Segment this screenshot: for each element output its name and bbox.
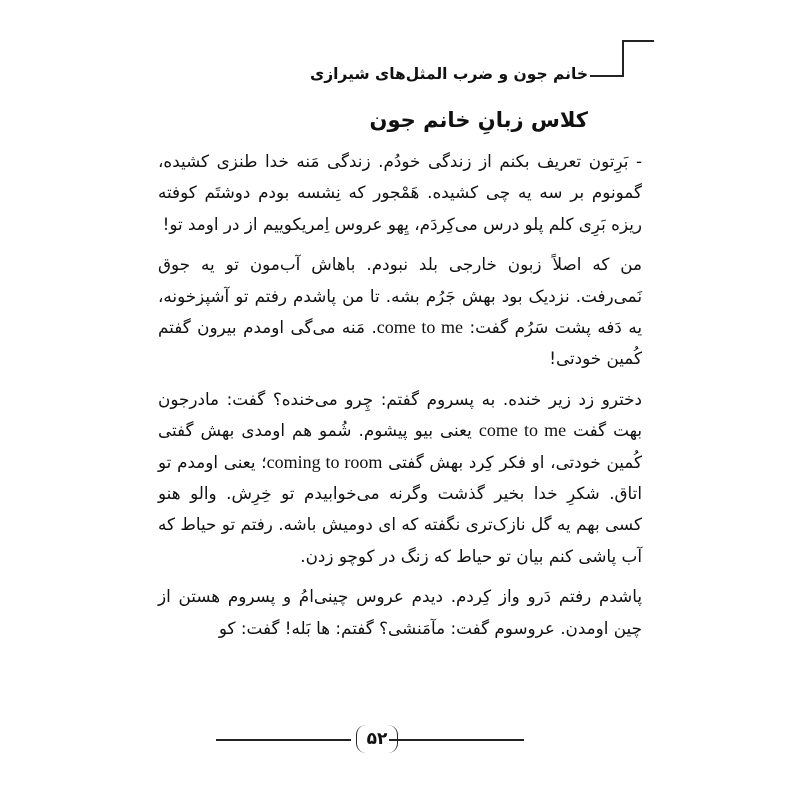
paragraph-2 <box>158 249 642 375</box>
english-phrase: coming to room <box>266 451 383 472</box>
header-corner-vertical-rule <box>622 40 624 76</box>
footer-rule-left <box>216 739 351 741</box>
paragraph-2-text-b: . مَنه می‌گی اومدم بیرون گفتم کُمین خودتی! <box>158 317 642 369</box>
header-corner-top-rule <box>622 40 654 42</box>
page-number: ۵۲ <box>356 725 398 753</box>
running-head: خانم جون و ضرب المثل‌های شیرازی <box>309 65 588 83</box>
paragraph-2-text-a: من که اصلاً زبون خارجی بلد نبودم. باهاش آب‌مون تو یه جوق نَمی‌رفت. نزدیک بود بهش جَرُم بشه. تا من پاشدم رفتم تو آشپزخونه، یه دَفه پشت سَرُم گفت: <box>158 254 642 338</box>
paragraph-3-text-b: یعنی بیو پیشوم. شُمو هم اومدی بهش گفتی کُمین خودتی، او فکر کِرد بهش گفتی <box>158 420 642 472</box>
paragraph-4: پاشدم رفتم دَرو واز کِردم. دیدم عروس چینی‌امُ و پسروم هستن از چین اومدن. عروسوم گفت: مآمَنشی؟ گفتم: ها بَله! گفت: کو <box>158 586 642 638</box>
footer-rule-right <box>389 739 524 741</box>
paragraph-3-text-c: ؛ یعنی اومدم تو اتاق. شکرِ خدا بخیر گذشت وگرنه می‌خوابیدم تو خِرِش. والو هنو کسی بهم یه گل نازک‌تری نگفته که ای دومیش باشه. رفتم تو حیاط که آب پاشی کنم بیان تو حیاط که زنگ در کوچو زدن. <box>158 451 642 566</box>
chapter-title: کلاس زبانِ خانم جون <box>369 108 588 132</box>
paragraph-3-text-a: دخترو زد زیر خنده. به پسروم گفتم: چِرو می‌خنده؟ گفت: مادرجون بهت گفت <box>158 388 642 441</box>
body-text <box>158 146 642 653</box>
english-phrase: come to me <box>478 420 567 441</box>
paragraph-3 <box>158 384 642 572</box>
header-rule <box>590 75 624 77</box>
paragraph-1: - بَرِتون تعریف بکنم از زندگی خودُم. زندگی مَنه خدا طنزی کشیده، گمونوم بر سه یه چی کشیده. هَمْجور که نِشسه بودم دوشتَم کوفته ریزه بَرِی کلم پلو درس می‌کِردَم، یِهو عروس اِمریکوییم از در اومد تو! <box>158 151 642 234</box>
page-footer <box>216 725 524 759</box>
english-phrase: come to me <box>376 317 464 338</box>
